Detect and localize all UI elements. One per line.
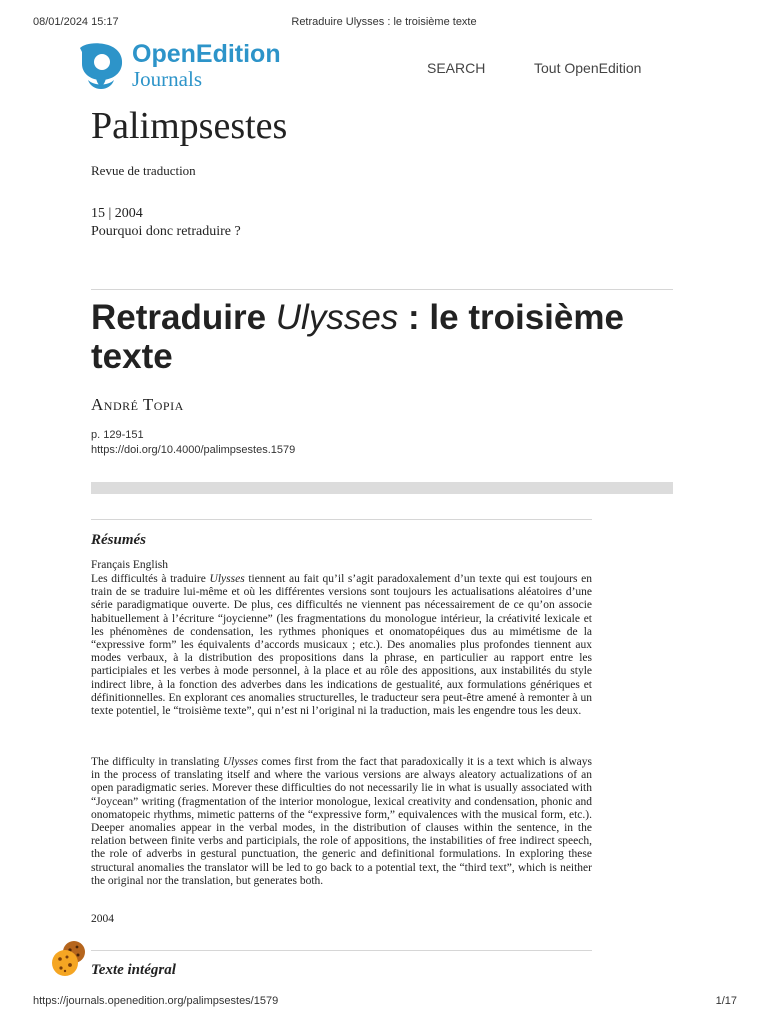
- print-datetime: 08/01/2024 15:17: [33, 16, 119, 28]
- abstract-fr: [91, 573, 592, 718]
- cookie-icon[interactable]: [50, 938, 90, 978]
- divider: [91, 289, 673, 290]
- abstracts-heading: Résumés: [91, 532, 147, 548]
- article-title-suffix: : le troisième texte: [91, 298, 624, 376]
- divider: [91, 950, 592, 951]
- issue-number[interactable]: 15 | 2004: [91, 206, 143, 221]
- author-name[interactable]: André Topia: [91, 395, 184, 414]
- abstract-en-before: The difficulty in translating: [91, 756, 223, 768]
- abstract-fr-before: Les difficultés à traduire: [91, 573, 210, 585]
- cookie-icon-graphic: [50, 938, 90, 978]
- search-link[interactable]: SEARCH: [427, 60, 486, 76]
- openedition-logo[interactable]: [76, 40, 306, 96]
- publication-year: 2004: [91, 913, 114, 925]
- abstract-fr-after: tiennent au fait qu’il s’agit paradoxalement d’un texte qui est toujours en train de se traduire lui-même et où les différentes versions sont toujours les actualisations aléatoires d’une série paradigmatique ouverte. De plus, ces difficultés ne viennent pas nécessairement de ce qu’on associe habituellement à l’écriture “joycienne” (les fragmentations du monologue intérieur, la créativité lexicale et les phénomènes de condensation, les rythmes phoniques et onomatopéiques dus au mimétisme de la “expressive form” les équivalents d’accords musicaux ; etc.). Des anomalies plus profondes tiennent aux modes verbaux, à la distribution des propositions dans la phrase, en particulier au rapport entre les participiales et les verbes à mode personnel, à la place et au rôle des appositions, aux instabilités du style indirect libre, à la fonction des adverbes dans les indications de gestualité, aux formulations génériques et définitionnelles. En explorant ces anomalies structurelles, le traducteur sera peut-être amené à remonter à un texte potentiel, le “troisième texte”, qui n’est ni l’original ni la traduction, mais les engendre tous les deux.: [91, 573, 592, 718]
- abstract-en-after: comes first from the fact that paradoxically it is a text which is always in the process of translating itself and where the various versions are always aleatory actualizations of an open paradigmatic series. Morever these difficulties do not necessarily lie in what is usually associated with “Joycean” writing (fragmentation of the interior monologue, lexical creativity and condensation, phonic and onomatopeic rhythms, mimetic patterns of the “expressive form,” equivalences with the musical form, etc.). Deeper anomalies appear in the verbal modes, in the distribution of clauses within the sentence, in the relation between finite verbs and participials, the role of appositions, the instabilities of free indirect speech, the role of adverbs in gestural punctuation, the generic and definitional formulations. In exploring these structural anomalies the translator will be led to go back to a potential text, the “third text”, which is neither the original nor the translation, but generates both.: [91, 756, 592, 887]
- page-range: p. 129-151: [91, 429, 144, 441]
- journal-subtitle: Revue de traduction: [91, 163, 196, 178]
- abstract-en-italic: Ulysses: [222, 756, 258, 768]
- full-text-heading: Texte intégral: [91, 962, 176, 978]
- issue-title[interactable]: Pourquoi donc retraduire ?: [91, 224, 241, 239]
- abstract-fr-italic: Ulysses: [209, 573, 245, 585]
- article-title-prefix: Retraduire: [91, 298, 276, 337]
- print-page-number: 1/17: [715, 995, 737, 1007]
- logo-text-journals: Journals: [132, 67, 202, 91]
- article-title-italic: Ulysses: [275, 298, 399, 337]
- tout-openedition-link[interactable]: Tout OpenEdition: [534, 60, 642, 76]
- logo-text-openedition: OpenEdition: [132, 40, 281, 68]
- lang-fr-link[interactable]: Français: [91, 559, 130, 571]
- language-switcher: [91, 559, 168, 571]
- print-url: https://journals.openedition.org/palimpsestes/1579: [33, 995, 279, 1007]
- openedition-logo-icon: [76, 40, 126, 96]
- divider: [91, 519, 592, 520]
- gray-banner: [91, 482, 673, 494]
- print-doc-title: Retraduire Ulysses : le troisième texte: [291, 16, 477, 28]
- journal-title[interactable]: Palimpsestes: [91, 105, 288, 147]
- lang-en-link[interactable]: English: [132, 559, 168, 571]
- doi-link[interactable]: https://doi.org/10.4000/palimpsestes.1579: [91, 444, 296, 456]
- abstract-en: [91, 756, 592, 888]
- article-title: [91, 298, 673, 376]
